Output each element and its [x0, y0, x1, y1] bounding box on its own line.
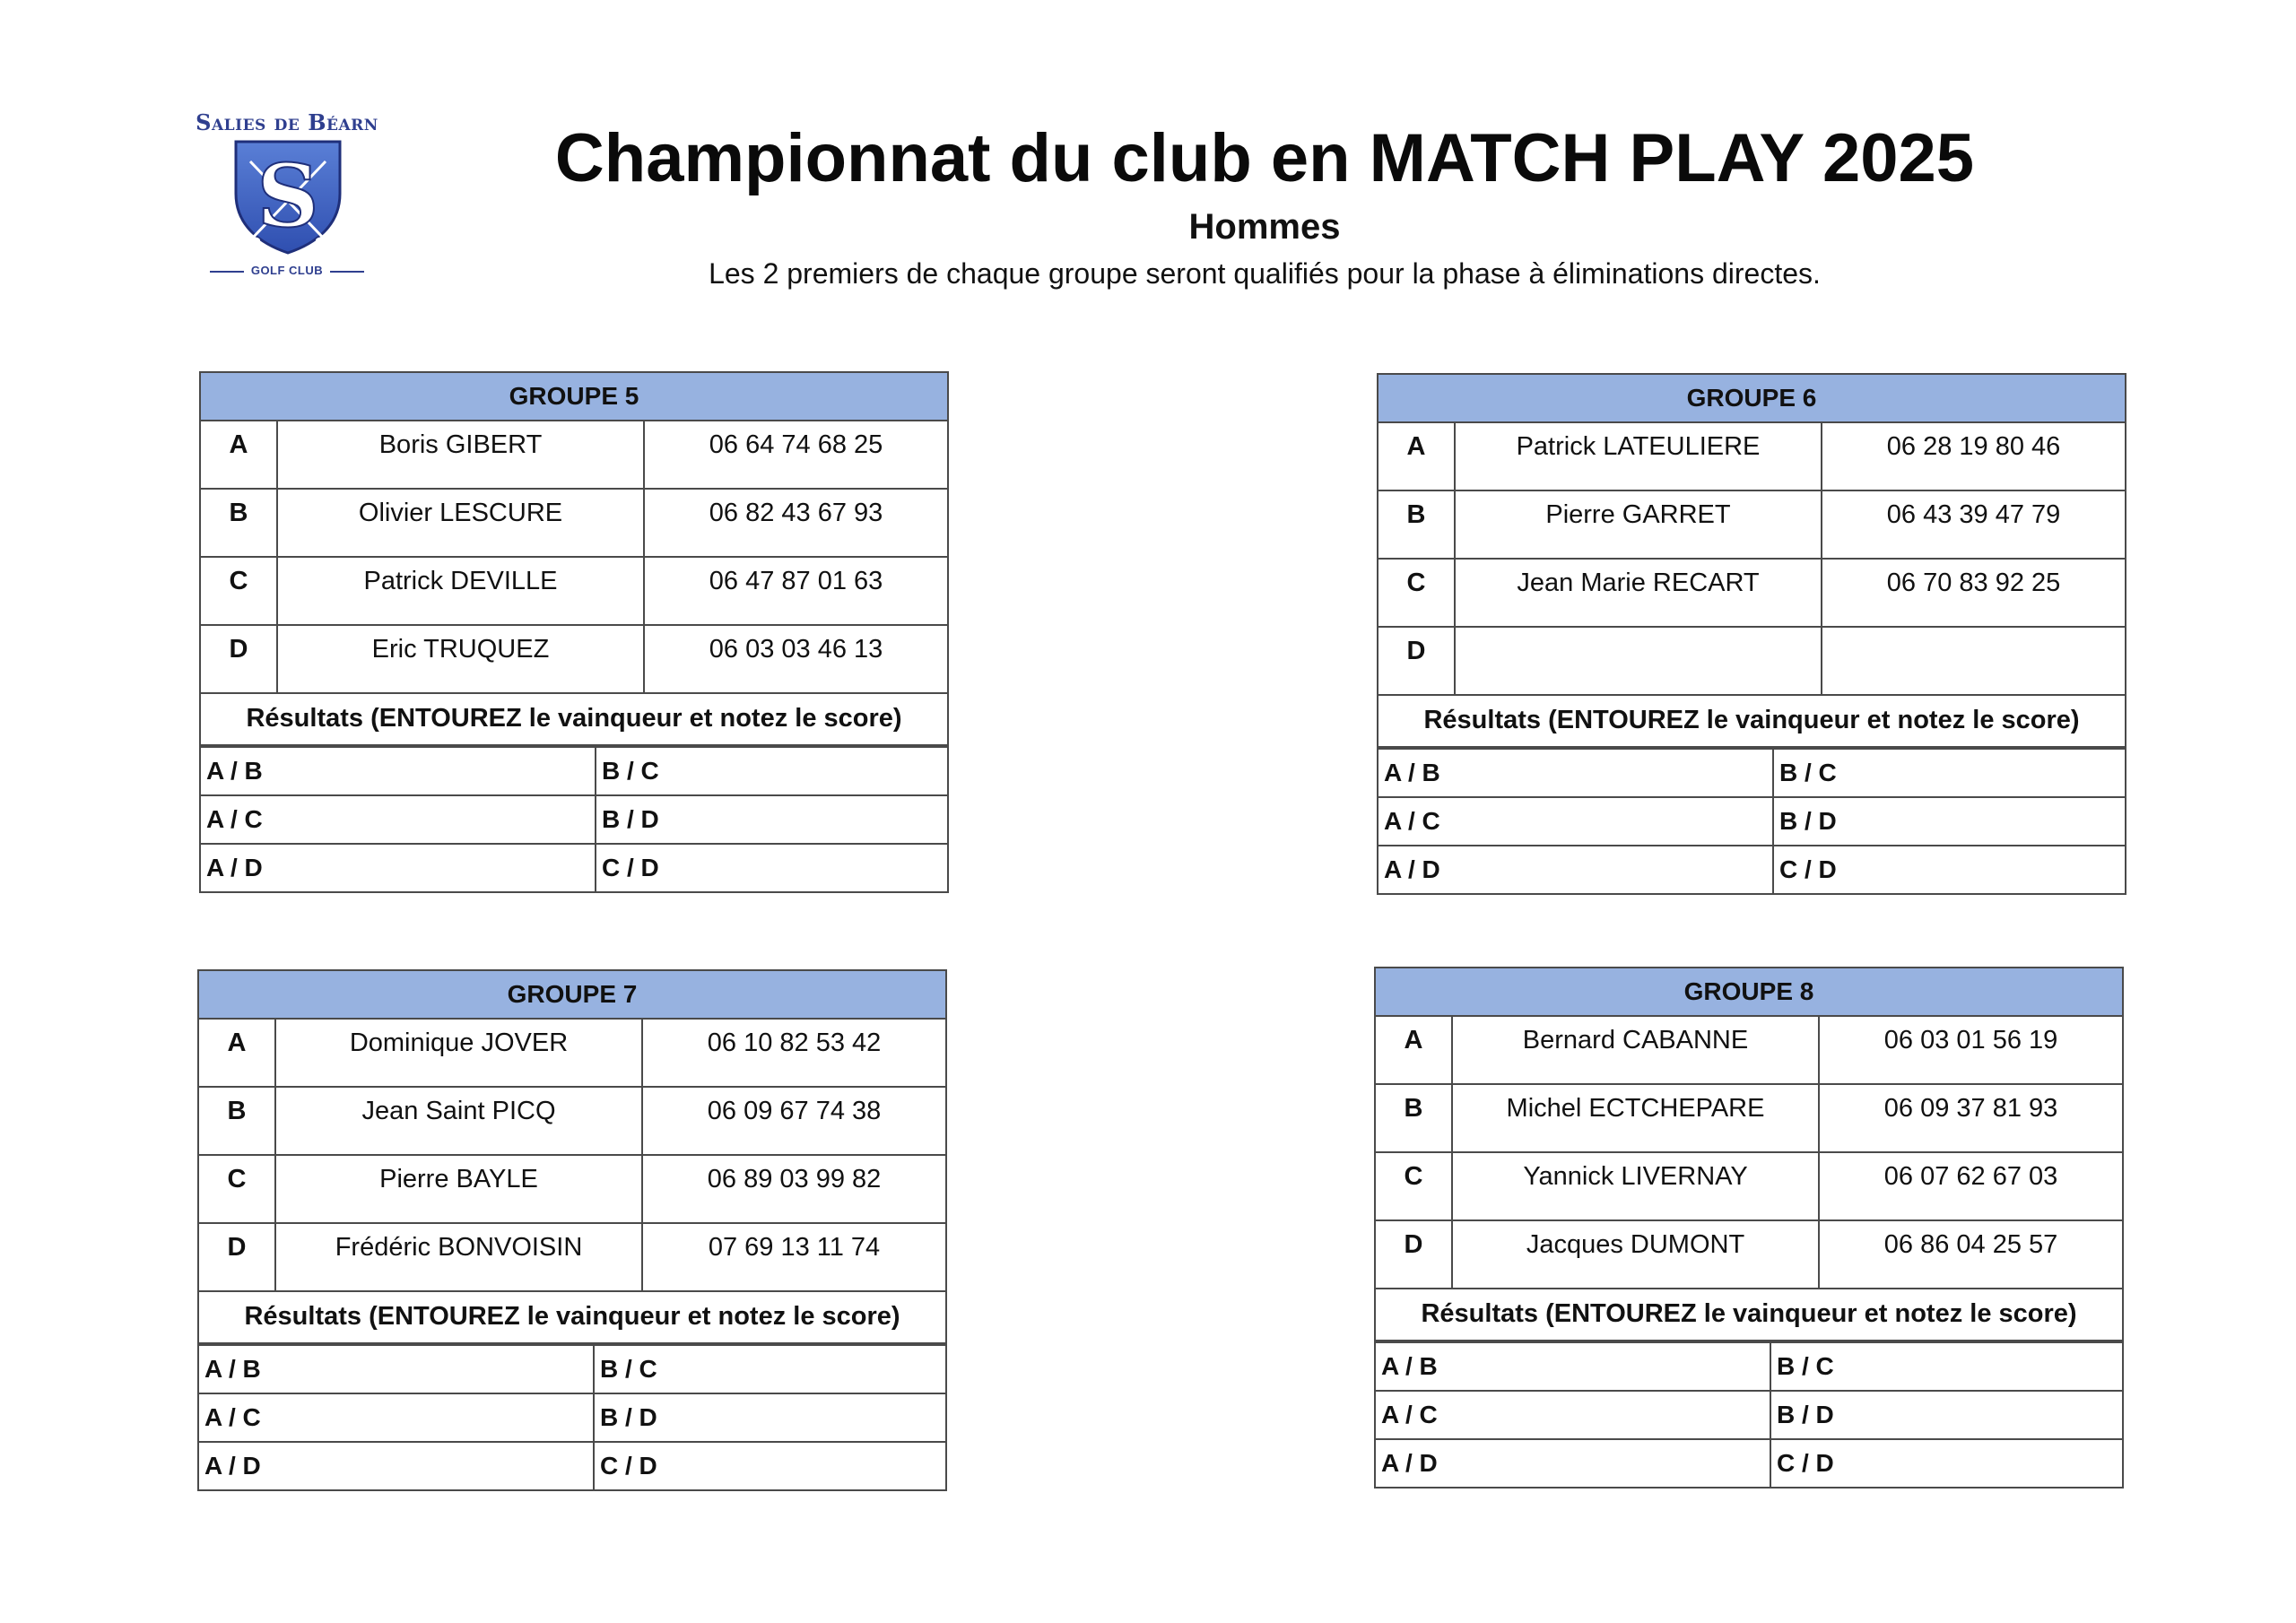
- player-row: [1378, 422, 2126, 490]
- player-row: [1375, 1084, 2123, 1152]
- results-table: [1377, 748, 2126, 895]
- group-title: GROUPE 6: [1378, 374, 2126, 422]
- match-cell[interactable]: C / D: [596, 844, 948, 892]
- match-row: [198, 1345, 946, 1393]
- match-cell[interactable]: A / C: [198, 1393, 594, 1442]
- player-letter: D: [1375, 1220, 1452, 1289]
- player-row: [200, 489, 948, 557]
- player-row: [200, 625, 948, 693]
- match-cell[interactable]: A / C: [1375, 1391, 1770, 1439]
- player-row: [198, 1223, 946, 1291]
- player-name: Jean Saint PICQ: [275, 1087, 642, 1155]
- match-row: [1375, 1342, 2123, 1391]
- player-name: Boris GIBERT: [277, 421, 644, 489]
- player-phone: 07 69 13 11 74: [642, 1223, 946, 1291]
- player-name: Patrick DEVILLE: [277, 557, 644, 625]
- player-phone: 06 07 62 67 03: [1819, 1152, 2123, 1220]
- player-name: [1455, 627, 1822, 695]
- player-row: [1375, 1220, 2123, 1289]
- player-name: Eric TRUQUEZ: [277, 625, 644, 693]
- match-row: [200, 844, 948, 892]
- match-cell[interactable]: C / D: [1773, 846, 2126, 894]
- match-row: [1378, 846, 2126, 894]
- match-cell[interactable]: A / D: [1375, 1439, 1770, 1488]
- player-letter: A: [198, 1019, 275, 1087]
- player-name: Jean Marie RECART: [1455, 559, 1822, 627]
- match-cell[interactable]: A / C: [200, 795, 596, 844]
- match-cell[interactable]: B / C: [1773, 749, 2126, 797]
- match-cell[interactable]: A / D: [200, 844, 596, 892]
- player-row: [1378, 559, 2126, 627]
- match-row: [1375, 1391, 2123, 1439]
- qualification-note: Les 2 premiers de chaque groupe seront qualifiés pour la phase à éliminations directes.: [709, 257, 1821, 290]
- logo-bottom-text: [202, 264, 372, 277]
- match-cell[interactable]: C / D: [1770, 1439, 2123, 1488]
- player-row: [198, 1155, 946, 1223]
- player-name: Patrick LATEULIERE: [1455, 422, 1822, 490]
- match-cell[interactable]: B / D: [1770, 1391, 2123, 1439]
- player-name: Michel ECTCHEPARE: [1452, 1084, 1819, 1152]
- player-letter: C: [200, 557, 277, 625]
- page-title: Championnat du club en MATCH PLAY 2025: [554, 120, 1975, 196]
- match-cell[interactable]: B / C: [594, 1345, 946, 1393]
- player-letter: C: [198, 1155, 275, 1223]
- results-header: Résultats (ENTOUREZ le vainqueur et notez le score): [1378, 695, 2126, 747]
- match-cell[interactable]: B / D: [1773, 797, 2126, 846]
- results-header: Résultats (ENTOUREZ le vainqueur et notez le score): [200, 693, 948, 745]
- player-letter: B: [1378, 490, 1455, 559]
- match-row: [200, 795, 948, 844]
- group-5-card: [199, 371, 947, 893]
- match-cell[interactable]: B / D: [596, 795, 948, 844]
- player-name: Bernard CABANNE: [1452, 1016, 1819, 1084]
- player-phone: 06 70 83 92 25: [1822, 559, 2126, 627]
- player-row: [1378, 627, 2126, 695]
- logo-top-text: Salies de Béarn: [196, 109, 378, 135]
- match-cell[interactable]: A / B: [1375, 1342, 1770, 1391]
- logo-bottom-label: GOLF CLUB: [250, 264, 324, 277]
- page-subtitle: Hommes: [1188, 207, 1341, 247]
- player-name: Jacques DUMONT: [1452, 1220, 1819, 1289]
- player-letter: C: [1378, 559, 1455, 627]
- group-6-card: [1377, 373, 2125, 895]
- match-cell[interactable]: C / D: [594, 1442, 946, 1490]
- player-row: [1375, 1152, 2123, 1220]
- player-phone: 06 28 19 80 46: [1822, 422, 2126, 490]
- match-row: [200, 747, 948, 795]
- player-phone: 06 82 43 67 93: [644, 489, 948, 557]
- player-row: [1375, 1016, 2123, 1084]
- player-phone: 06 64 74 68 25: [644, 421, 948, 489]
- match-cell[interactable]: A / B: [1378, 749, 1773, 797]
- match-cell[interactable]: A / C: [1378, 797, 1773, 846]
- group-8-card: [1374, 967, 2122, 1488]
- player-name: Olivier LESCURE: [277, 489, 644, 557]
- group-title: GROUPE 8: [1375, 968, 2123, 1016]
- logo-letter: S: [257, 145, 319, 247]
- results-table: [1374, 1341, 2124, 1488]
- player-letter: A: [1375, 1016, 1452, 1084]
- player-phone: 06 10 82 53 42: [642, 1019, 946, 1087]
- player-name: Pierre GARRET: [1455, 490, 1822, 559]
- group-7-card: [197, 969, 945, 1491]
- group-title: GROUPE 5: [200, 372, 948, 421]
- player-phone: 06 43 39 47 79: [1822, 490, 2126, 559]
- player-phone: [1822, 627, 2126, 695]
- club-logo: [175, 106, 408, 294]
- match-cell[interactable]: A / D: [1378, 846, 1773, 894]
- player-letter: D: [200, 625, 277, 693]
- player-phone: 06 09 37 81 93: [1819, 1084, 2123, 1152]
- player-letter: D: [198, 1223, 275, 1291]
- group-title: GROUPE 7: [198, 970, 946, 1019]
- match-cell[interactable]: A / B: [198, 1345, 594, 1393]
- player-letter: B: [198, 1087, 275, 1155]
- player-row: [200, 557, 948, 625]
- shield-crossed-clubs-icon: [232, 138, 344, 255]
- player-phone: 06 03 01 56 19: [1819, 1016, 2123, 1084]
- player-phone: 06 09 67 74 38: [642, 1087, 946, 1155]
- match-row: [1378, 797, 2126, 846]
- match-cell[interactable]: A / D: [198, 1442, 594, 1490]
- match-row: [1375, 1439, 2123, 1488]
- players-table: [197, 969, 947, 1344]
- player-letter: D: [1378, 627, 1455, 695]
- player-phone: 06 86 04 25 57: [1819, 1220, 2123, 1289]
- players-table: [1374, 967, 2124, 1341]
- match-row: [198, 1442, 946, 1490]
- player-letter: B: [1375, 1084, 1452, 1152]
- players-table: [1377, 373, 2126, 748]
- match-cell[interactable]: B / D: [594, 1393, 946, 1442]
- results-header: Résultats (ENTOUREZ le vainqueur et notez le score): [1375, 1289, 2123, 1341]
- player-letter: B: [200, 489, 277, 557]
- player-letter: A: [1378, 422, 1455, 490]
- results-header: Résultats (ENTOUREZ le vainqueur et notez le score): [198, 1291, 946, 1343]
- match-row: [198, 1393, 946, 1442]
- player-row: [198, 1087, 946, 1155]
- player-phone: 06 47 87 01 63: [644, 557, 948, 625]
- match-cell[interactable]: B / C: [1770, 1342, 2123, 1391]
- player-row: [1378, 490, 2126, 559]
- results-table: [197, 1344, 947, 1491]
- player-row: [200, 421, 948, 489]
- player-name: Dominique JOVER: [275, 1019, 642, 1087]
- results-table: [199, 746, 949, 893]
- match-cell[interactable]: A / B: [200, 747, 596, 795]
- player-name: Yannick LIVERNAY: [1452, 1152, 1819, 1220]
- player-name: Pierre BAYLE: [275, 1155, 642, 1223]
- player-phone: 06 03 03 46 13: [644, 625, 948, 693]
- player-phone: 06 89 03 99 82: [642, 1155, 946, 1223]
- player-letter: C: [1375, 1152, 1452, 1220]
- match-cell[interactable]: B / C: [596, 747, 948, 795]
- player-row: [198, 1019, 946, 1087]
- players-table: [199, 371, 949, 746]
- match-row: [1378, 749, 2126, 797]
- player-name: Frédéric BONVOISIN: [275, 1223, 642, 1291]
- player-letter: A: [200, 421, 277, 489]
